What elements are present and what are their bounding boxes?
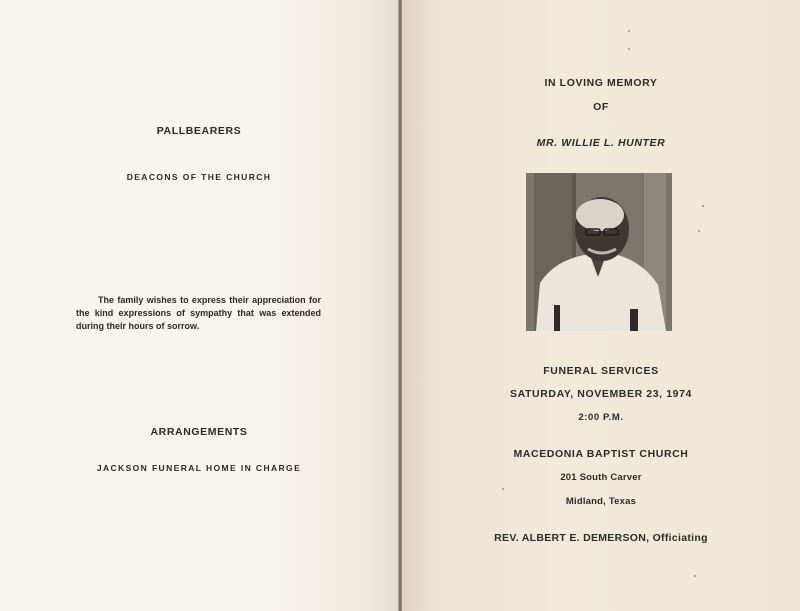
church-address: 201 South Carver [560,472,642,483]
right-page [402,0,800,611]
officiant: REV. ALBERT E. DEMERSON, Officiating [494,532,708,544]
deceased-name: MR. WILLIE L. HUNTER [536,137,666,149]
of-line: OF [593,101,609,113]
services-heading: FUNERAL SERVICES [543,365,659,377]
pallbearers-heading: PALLBEARERS [156,125,242,137]
arrangements-text: JACKSON FUNERAL HOME IN CHARGE [96,463,302,473]
left-page [0,0,398,611]
church-city: Midland, Texas [565,496,637,507]
service-date: SATURDAY, NOVEMBER 23, 1974 [510,388,692,400]
church-name: MACEDONIA BAPTIST CHURCH [513,448,689,460]
acknowledgement-paragraph: The family wishes to express their appreciation for the kind expressions of sympathy that was extended during their hours of sorrow. [76,295,321,331]
memory-line: IN LOVING MEMORY [544,77,658,89]
pallbearers-text: DEACONS OF THE CHURCH [126,172,272,182]
portrait-photo [526,173,672,331]
service-time: 2:00 P.M. [578,412,624,423]
portrait-icon [526,173,672,331]
arrangements-heading: ARRANGEMENTS [150,426,248,438]
